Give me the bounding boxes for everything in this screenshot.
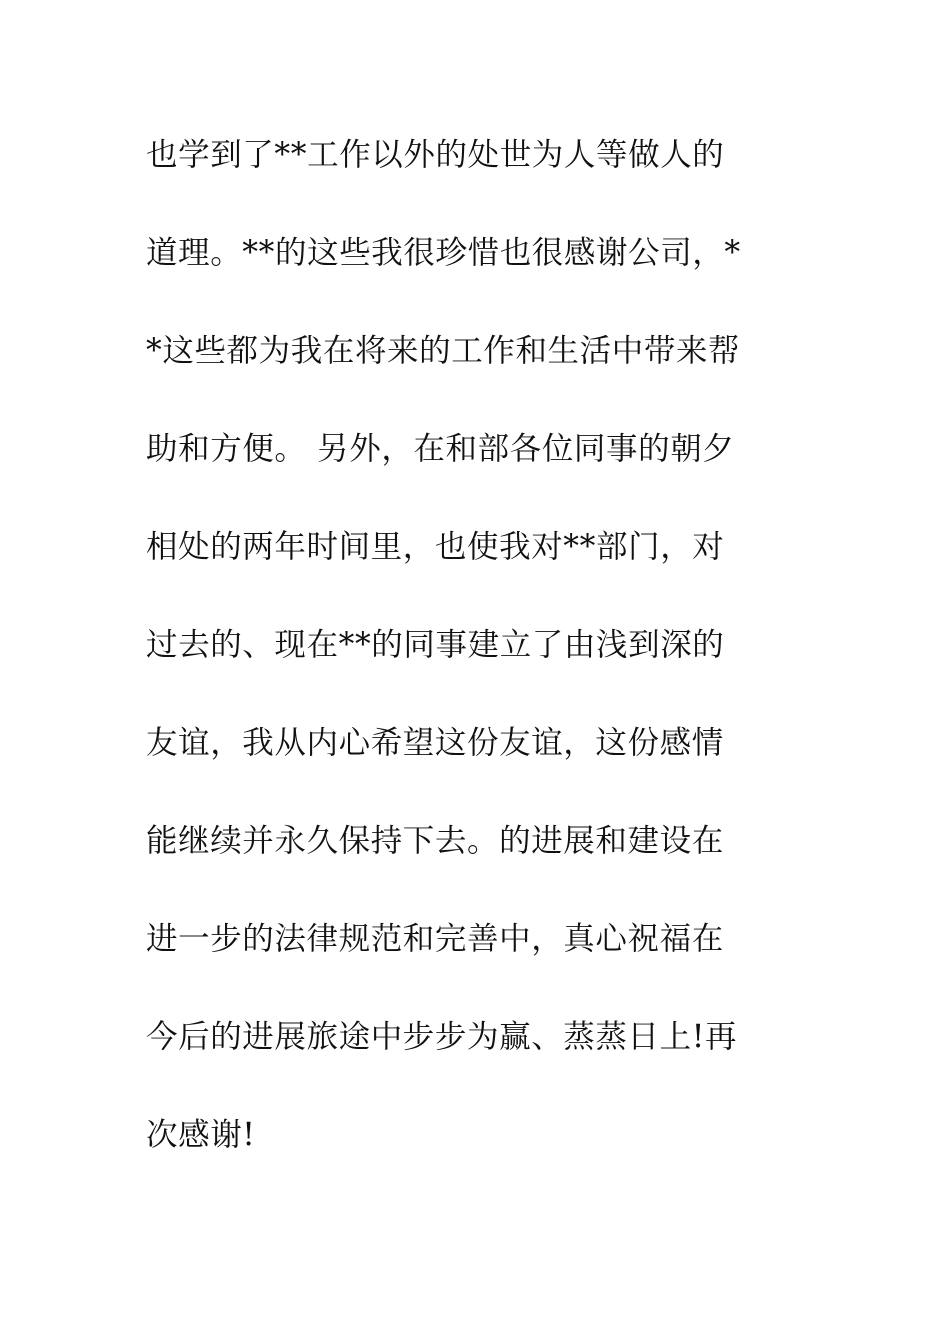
text-line-9: 进一步的法律规范和完善中，真心祝福在 bbox=[146, 921, 724, 957]
text-line-2: 道理。**的这些我很珍惜也很感谢公司，* bbox=[146, 235, 741, 271]
text-line-3: *这些都为我在将来的工作和生活中带来帮 bbox=[146, 333, 741, 369]
text-line-7: 友谊，我从内心希望这份友谊，这份感情 bbox=[146, 725, 724, 761]
text-line-4: 助和方便。 另外，在和部各位同事的朝夕 bbox=[146, 431, 735, 467]
text-line-8: 能继续并永久保持下去。的进展和建设在 bbox=[146, 823, 724, 859]
text-line-10: 今后的进展旅途中步步为赢、蒸蒸日上!再 bbox=[146, 1019, 738, 1055]
text-line-11: 次感谢! bbox=[146, 1117, 256, 1153]
text-line-5: 相处的两年时间里，也使我对**部门，对 bbox=[146, 529, 725, 565]
text-line-6: 过去的、现在**的同事建立了由浅到深的 bbox=[146, 627, 725, 663]
text-line-1: 也学到了**工作以外的处世为人等做人的 bbox=[146, 137, 725, 173]
letter-body bbox=[146, 130, 806, 1208]
